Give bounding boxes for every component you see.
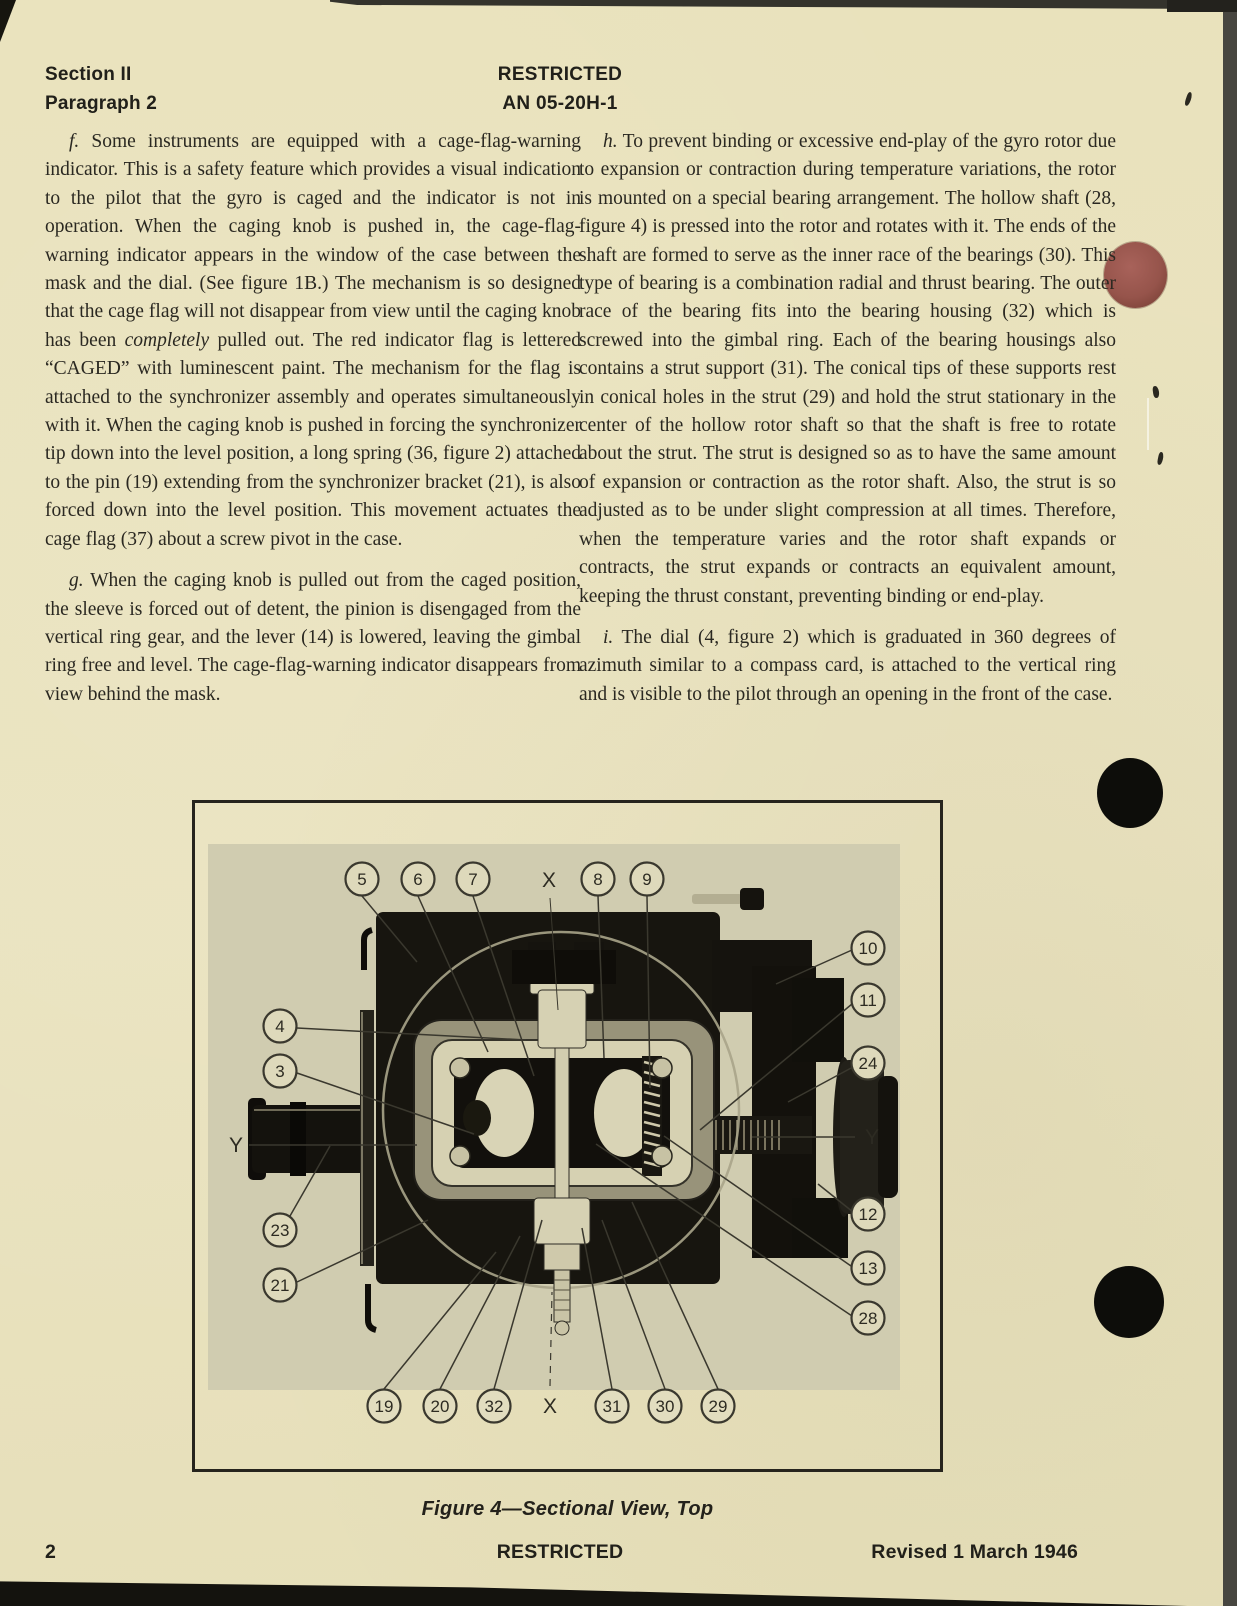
classification-footer: RESTRICTED	[496, 1541, 624, 1563]
figure-4-sectional-view	[192, 800, 943, 1472]
svg-text:32: 32	[484, 1397, 504, 1416]
paragraph-g-lead: g.	[69, 570, 84, 592]
callout-20	[424, 1390, 457, 1423]
callout-31	[596, 1390, 629, 1423]
svg-text:30: 30	[655, 1397, 675, 1416]
axis-x-bottom: X	[542, 1395, 558, 1418]
svg-text:7: 7	[468, 870, 478, 889]
scan-edge-top-left-wedge	[0, 0, 16, 42]
axis-x-top: X	[541, 869, 557, 892]
callout-24	[852, 1047, 885, 1080]
axis-y-right: Y	[864, 1126, 880, 1149]
callout-32	[478, 1390, 511, 1423]
paragraph-g-text: When the caging knob is pulled out from the caged position, the sleeve is forced out of detent, the pinion is disengaged from the vertical ring gear, and the lever (14) is lowered, leaving the gimbal ring free and level. The cage-flag-warning indicator disappears from view behind the mask.	[45, 570, 581, 705]
callout-9	[631, 863, 664, 896]
revision-date: Revised 1 March 1946	[871, 1541, 1078, 1563]
scan-edge-bottom-band	[0, 1576, 1237, 1606]
figure-4-drawing	[192, 800, 943, 1472]
ink-speck	[1152, 386, 1160, 399]
paragraph-h-lead: h.	[603, 131, 618, 152]
svg-text:19: 19	[374, 1397, 394, 1416]
paragraph-i	[579, 624, 1116, 709]
callout-10	[852, 932, 885, 965]
paragraph-f-text-2: pulled out. The red indicator flag is lettered “CAGED” with luminescent paint. The mechanism for the flag is attached to the synchronizer assembly and operates simultaneously with it. When the caging knob is pushed in forcing the synchronizer tip down into the level position, a long spring (36, figure 2) attached to the pin (19) extending from the synchronizer bracket (21), is also forced down into the level position. This movement actuates the cage flag (37) about a screw pivot in the case.	[45, 329, 581, 550]
paragraph-f-italic-word: completely	[124, 329, 210, 351]
callout-7	[457, 863, 490, 896]
svg-text:20: 20	[430, 1397, 450, 1416]
svg-text:12: 12	[858, 1205, 878, 1224]
paragraph-h-text: To prevent binding or excessive end-play of the gyro rotor due to expansion or contraction during temperature variations, the rotor is mounted on a special bearing arrangement. The hollow shaft (28, figure 4) is pressed into the rotor and rotates with it. The ends of the shaft are formed to serve as the inner race of the bearings (30). This type of bearing is a combination radial and thrust bearing. The outer race of the bearing fits into the bearing housing (32) which is screwed into the gimbal ring. Each of the bearing housings also contains a strut support (31). The conical tips of these supports rest in conical holes in the strut (29) and hold the strut stationary in the center of the hollow rotor shaft so that the shaft is free to rotate about the strut. The strut is designed so as to have the same amount of expansion or contraction as the rotor shaft. Also, the strut is so adjusted as to be under slight compression at all times. Therefore, when the temperature varies and the rotor shaft expands or contracts, the strut expands or contracts an equivalent amount, keeping the thrust constant, preventing binding or end-play.	[579, 131, 1116, 607]
svg-text:21: 21	[270, 1276, 290, 1295]
callout-28	[852, 1302, 885, 1335]
callout-13	[852, 1252, 885, 1285]
svg-text:3: 3	[275, 1062, 285, 1081]
callout-4	[264, 1010, 297, 1043]
callout-30	[649, 1390, 682, 1423]
callout-3	[264, 1055, 297, 1088]
paragraph-label: Paragraph 2	[45, 93, 158, 114]
svg-text:6: 6	[413, 870, 423, 889]
callout-8	[582, 863, 615, 896]
callout-6	[402, 863, 435, 896]
header-center	[300, 60, 820, 118]
figure-caption: Figure 4—Sectional View, Top	[421, 1498, 714, 1520]
paragraph-f-text-1: Some instruments are equipped with a cage-flag-warning indicator. This is a safety feature which provides a visual indication to the pilot that the gyro is caged and the indicator is not in operation. When the caging knob is pushed in, the cage-flag-warning indicator appears in the window of the case between the mask and the dial. (See figure 1B.) The mechanism is so designed that the cage flag will not disappear from view until the caging knob has been	[45, 131, 581, 351]
punch-hole-upper	[1097, 758, 1163, 828]
text-column-right	[579, 128, 1116, 722]
svg-text:13: 13	[858, 1259, 878, 1278]
paragraph-g	[45, 567, 581, 709]
text-column-left	[45, 128, 581, 722]
paragraph-h	[579, 128, 1116, 611]
section-label: Section II	[45, 64, 132, 85]
svg-text:4: 4	[275, 1017, 285, 1036]
callout-12	[852, 1198, 885, 1231]
ink-speck	[1157, 452, 1165, 466]
svg-text:23: 23	[270, 1221, 290, 1240]
svg-text:28: 28	[858, 1309, 878, 1328]
page-number: 2	[45, 1541, 57, 1563]
svg-text:5: 5	[357, 870, 367, 889]
punch-hole-lower	[1094, 1266, 1164, 1338]
svg-text:11: 11	[859, 991, 877, 1010]
callout-5	[346, 863, 379, 896]
axis-y-left: Y	[228, 1134, 244, 1157]
paper-tear	[1147, 398, 1149, 450]
svg-text:31: 31	[602, 1397, 622, 1416]
scan-edge-top-right	[1167, 0, 1237, 12]
svg-text:10: 10	[858, 939, 878, 958]
svg-text:24: 24	[858, 1054, 878, 1073]
svg-text:9: 9	[642, 870, 652, 889]
callout-11	[852, 984, 885, 1017]
header-left	[45, 60, 157, 118]
doc-number: AN 05-20H-1	[502, 93, 618, 114]
callout-29	[702, 1390, 735, 1423]
callout-19	[368, 1390, 401, 1423]
callout-23	[264, 1214, 297, 1247]
scan-edge-top	[330, 0, 1237, 9]
paragraph-f	[45, 128, 581, 554]
ink-speck	[1184, 92, 1193, 107]
classification-header: RESTRICTED	[497, 64, 623, 85]
paragraph-i-text: The dial (4, figure 2) which is graduated in 360 degrees of azimuth similar to a compass card, is attached to the vertical ring and is visible to the pilot through an opening in the front of the case.	[579, 626, 1116, 705]
svg-text:29: 29	[708, 1397, 728, 1416]
callout-21	[264, 1269, 297, 1302]
scan-edge-right	[1223, 0, 1237, 1606]
paragraph-i-lead: i.	[603, 626, 614, 648]
paragraph-f-lead: f.	[69, 131, 80, 152]
svg-text:8: 8	[593, 870, 603, 889]
